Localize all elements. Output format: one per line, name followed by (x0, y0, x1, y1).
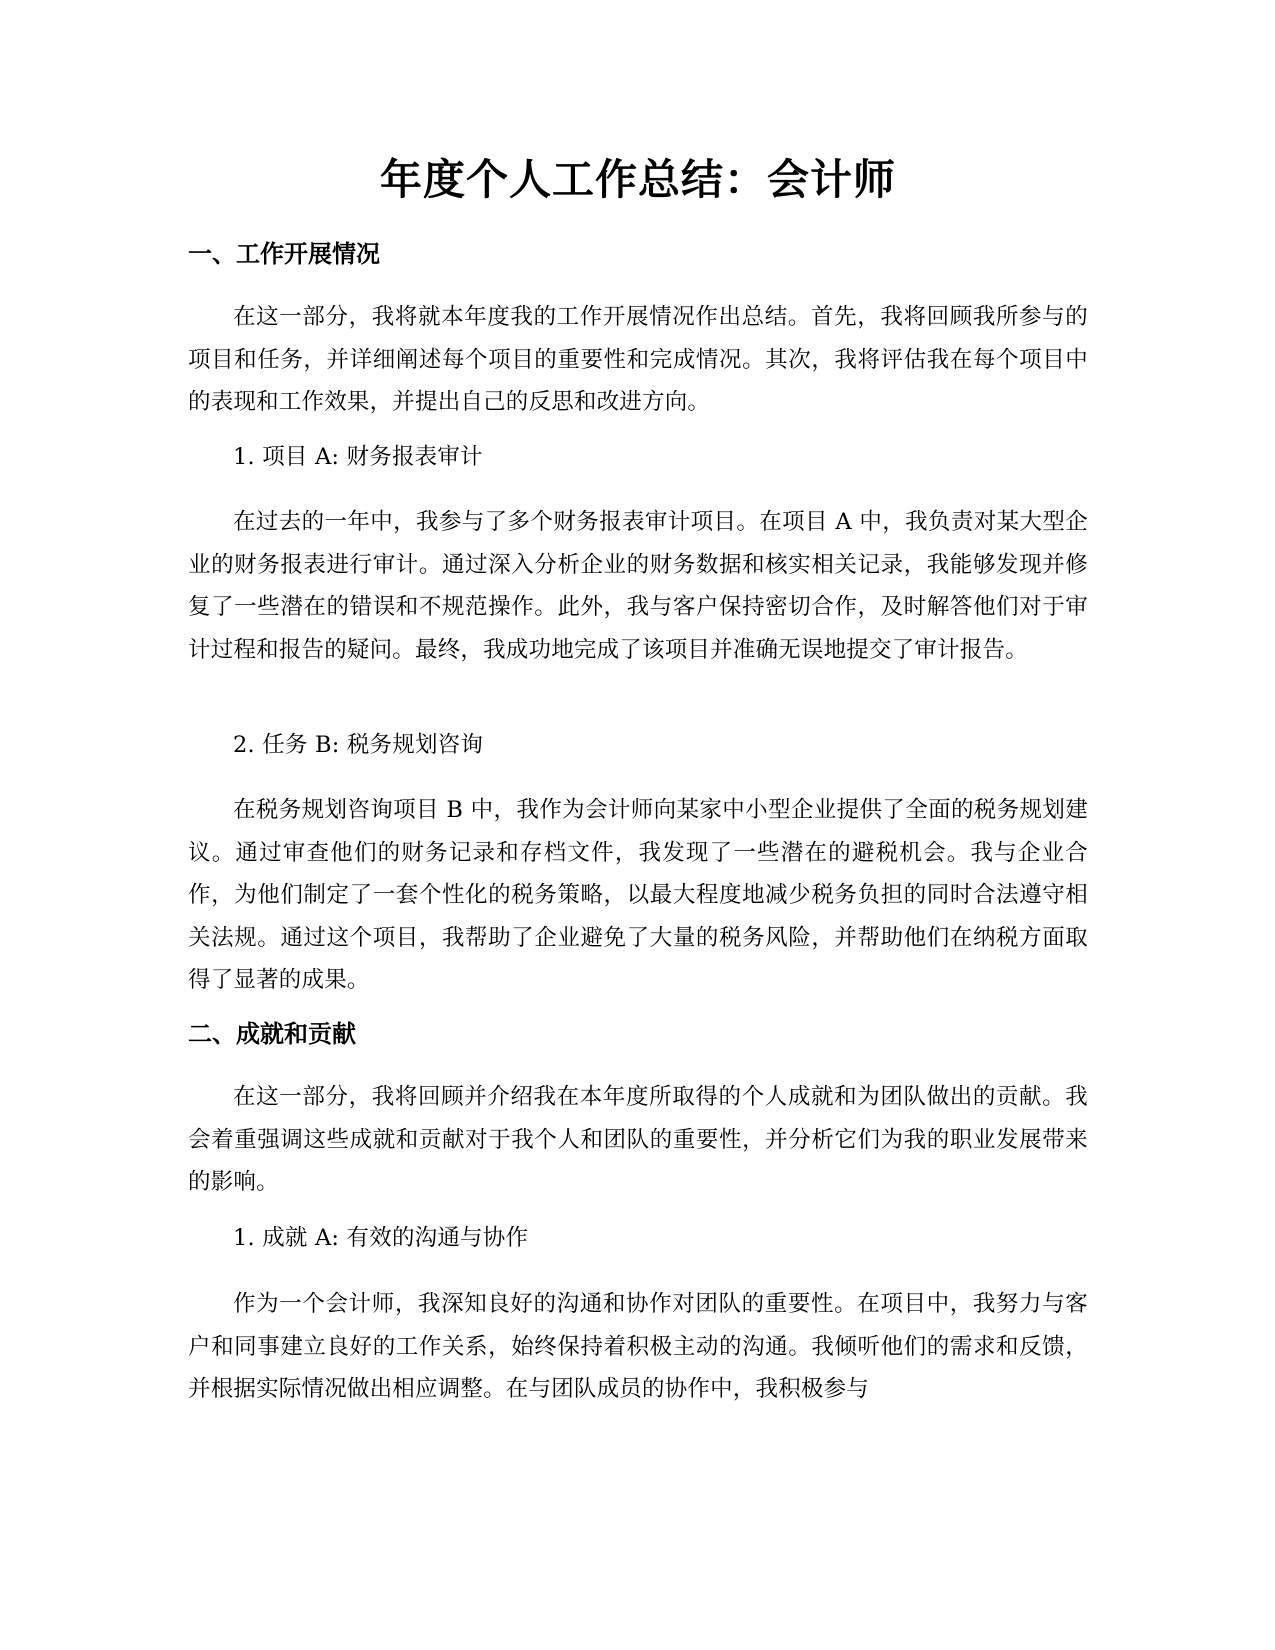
document-title: 年度个人工作总结：会计师 (379, 155, 896, 204)
subitem-body-task-b: 在税务规划咨询项目 B 中，我作为会计师向某家中小型企业提供了全面的税务规划建议。通过审查他们的财务记录和存档文件，我发现了一些潜在的避税机会。我与企业合作，为他们制定了一套个性化的税务策略，以最大程度地减少税务负担的同时合法遵守相关法规。通过这个项目，我帮助了企业避免了大量的税务风险，并帮助他们在纳税方面取得了显著的成果。 (188, 797, 1088, 993)
subitem-body-achievement-a: 作为一个会计师，我深知良好的沟通和协作对团队的重要性。在项目中，我努力与客户和同事建立良好的工作关系，始终保持着积极主动的沟通。我倾听他们的需求和反馈，并根据实际情况做出相应调整。在与团队成员的协作中，我积极参与 (188, 1291, 1088, 1402)
section-intro-work-progress: 在这一部分，我将就本年度我的工作开展情况作出总结。首先，我将回顾我所参与的项目和任务，并详细阐述每个项目的重要性和完成情况。其次，我将评估我在每个项目中的表现和工作效果，并提出自己的反思和改进方向。 (188, 304, 1088, 415)
subitem-label-achievement-a: 1. 成就 A: 有效的沟通与协作 (233, 1225, 529, 1251)
subitem-label-task-b: 2. 任务 B: 税务规划咨询 (233, 732, 484, 758)
section-heading-work-progress: 一、工作开展情况 (188, 240, 380, 268)
subitem-body-project-a: 在过去的一年中，我参与了多个财务报表审计项目。在项目 A 中，我负责对某大型企业的财务报表进行审计。通过深入分析企业的财务数据和核实相关记录，我能够发现并修复了一些潜在的错误和不规范操作。此外，我与客户保持密切合作，及时解答他们对于审计过程和报告的疑问。最终，我成功地完成了该项目并准确无误地提交了审计报告。 (188, 509, 1088, 663)
section-heading-achievements: 二、成就和贡献 (188, 1020, 356, 1048)
subitem-label-project-a: 1. 项目 A: 财务报表审计 (233, 444, 483, 470)
section-intro-achievements: 在这一部分，我将回顾并介绍我在本年度所取得的个人成就和为团队做出的贡献。我会着重强调这些成就和贡献对于我个人和团队的重要性，并分析它们为我的职业发展带来的影响。 (188, 1084, 1088, 1195)
